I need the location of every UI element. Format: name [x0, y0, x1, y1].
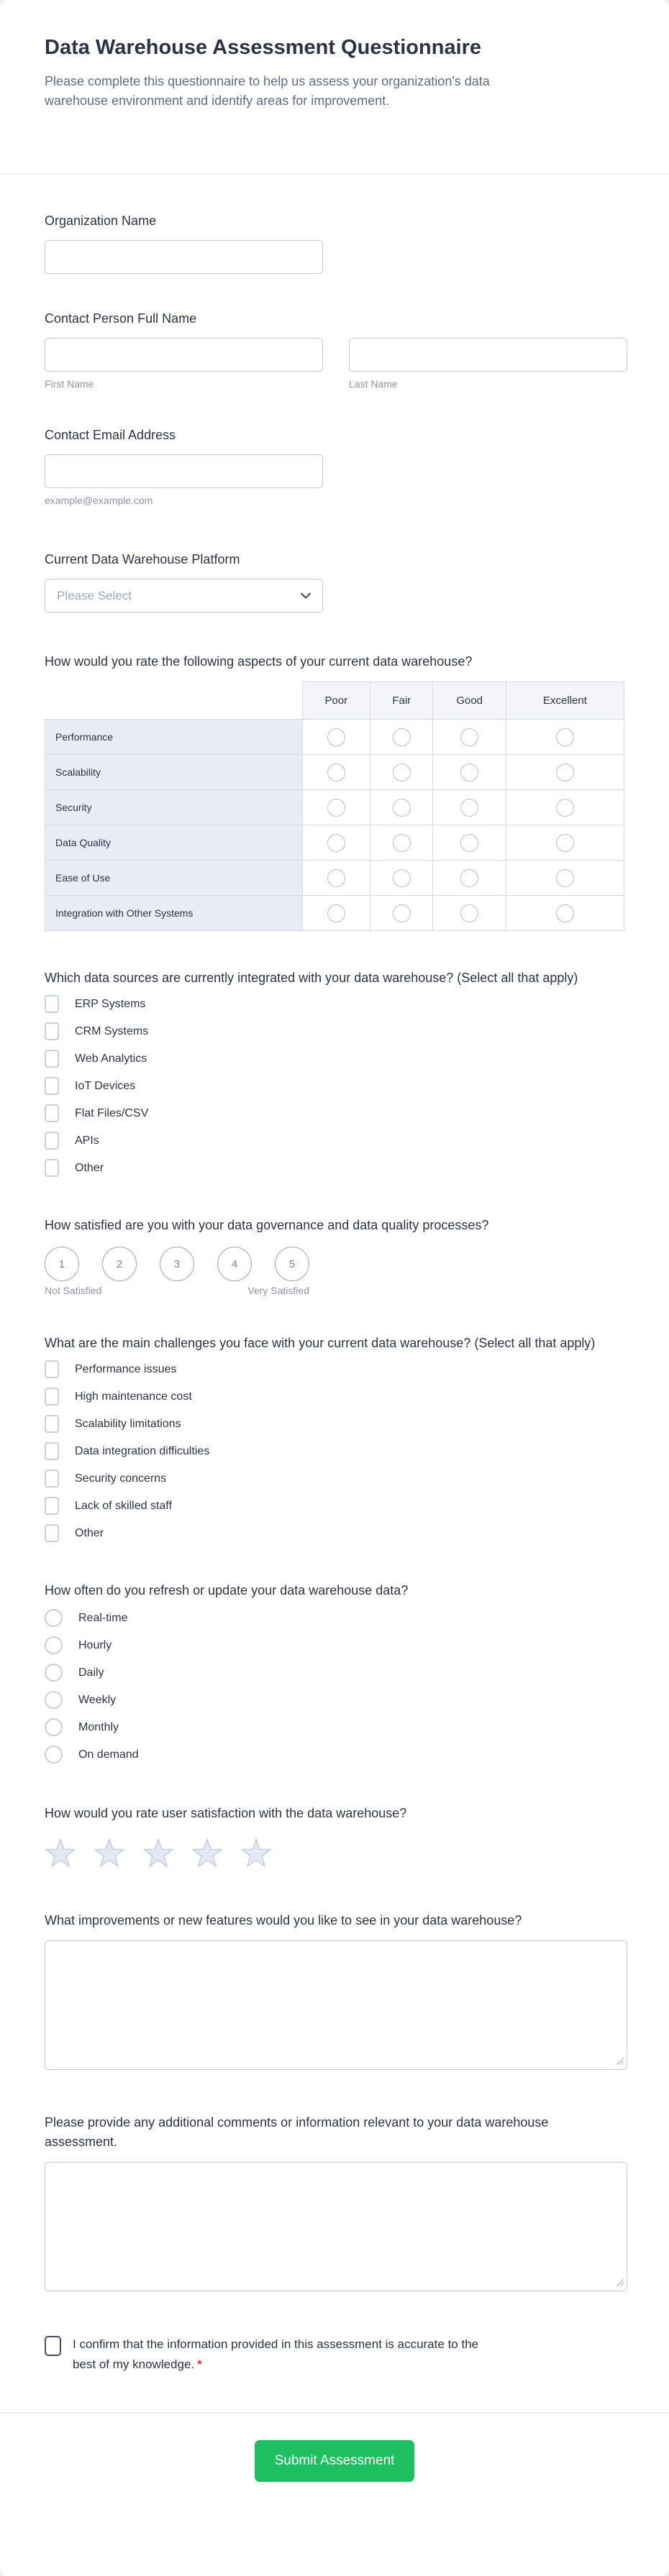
- required-asterisk: *: [197, 2357, 202, 2371]
- improvements-textarea[interactable]: [45, 1940, 627, 2070]
- last-name-input[interactable]: [349, 338, 627, 372]
- checkbox-label: Security concerns: [75, 1472, 167, 1485]
- refresh-question: How often do you refresh or update your data warehouse data?: [45, 1583, 409, 1598]
- scale-row: [45, 1247, 309, 1281]
- matrix-row: [45, 896, 624, 931]
- question-email: [45, 426, 624, 507]
- radio-label: Hourly: [78, 1638, 112, 1651]
- radio-icon[interactable]: [45, 1746, 63, 1764]
- checkbox-icon[interactable]: [45, 1022, 59, 1040]
- checkbox-label: Data integration difficulties: [75, 1444, 210, 1457]
- checkbox-icon[interactable]: [45, 1077, 59, 1095]
- scale-option-2[interactable]: 2: [102, 1247, 137, 1281]
- radio-label: Real-time: [78, 1611, 128, 1624]
- matrix-radio[interactable]: [393, 869, 411, 887]
- radio-label: Daily: [78, 1666, 104, 1679]
- checkbox-option[interactable]: [45, 995, 624, 1013]
- matrix-col-header: Excellent: [506, 682, 624, 720]
- governance-question: How satisfied are you with your data governance and data quality processes?: [45, 1218, 489, 1232]
- checkbox-option[interactable]: [45, 1470, 624, 1488]
- confirmation-option[interactable]: [45, 2334, 624, 2375]
- matrix-radio[interactable]: [556, 834, 574, 852]
- matrix-row-label: Security: [45, 790, 303, 825]
- checkbox-icon[interactable]: [45, 1497, 59, 1515]
- data-sources-question: Which data sources are currently integrated with your data warehouse? (Select all that apply): [45, 971, 578, 985]
- checkbox-icon[interactable]: [45, 1050, 59, 1068]
- radio-option[interactable]: [45, 1609, 624, 1627]
- platform-label: Current Data Warehouse Platform: [45, 552, 240, 567]
- question-organization-name: [45, 211, 624, 274]
- checkbox-label: CRM Systems: [75, 1025, 149, 1037]
- matrix-row: [45, 790, 624, 825]
- question-data-sources: [45, 968, 624, 1177]
- checkbox-icon[interactable]: [45, 1360, 59, 1378]
- checkbox-icon[interactable]: [45, 1388, 59, 1406]
- header-divider: [0, 173, 669, 174]
- email-label: Contact Email Address: [45, 428, 176, 442]
- checkbox-label: Scalability limitations: [75, 1417, 181, 1430]
- matrix-radio[interactable]: [460, 904, 478, 922]
- checkbox-icon[interactable]: [45, 1415, 59, 1433]
- checkbox-label: Performance issues: [75, 1362, 177, 1375]
- radio-option[interactable]: [45, 1746, 624, 1764]
- matrix-table: [45, 682, 624, 931]
- matrix-row: [45, 755, 624, 790]
- matrix-row: [45, 825, 624, 861]
- matrix-radio[interactable]: [327, 834, 345, 852]
- matrix-row: [45, 861, 624, 896]
- first-name-input[interactable]: [45, 338, 323, 372]
- checkbox-option[interactable]: [45, 1360, 624, 1378]
- matrix-radio[interactable]: [460, 728, 478, 746]
- radio-option[interactable]: [45, 1636, 624, 1654]
- checkbox-label: Lack of skilled staff: [75, 1499, 172, 1512]
- challenges-question: What are the main challenges you face with your current data warehouse? (Select all that apply): [45, 1336, 596, 1350]
- resize-handle-icon[interactable]: [616, 2278, 624, 2286]
- matrix-radio[interactable]: [460, 834, 478, 852]
- star-rating-row: [45, 1838, 624, 1868]
- checkbox-option[interactable]: [45, 1415, 624, 1433]
- checkbox-option[interactable]: [45, 1132, 624, 1150]
- radio-icon[interactable]: [45, 1718, 63, 1736]
- matrix-radio[interactable]: [556, 904, 574, 922]
- checkbox-option[interactable]: [45, 1497, 624, 1515]
- comments-question: Please provide any additional comments or information relevant to your data warehouse assessment.: [45, 2115, 549, 2149]
- last-name-sublabel: Last Name: [349, 378, 398, 390]
- first-name-sublabel: First Name: [45, 378, 94, 390]
- platform-select-value: Please Select: [57, 588, 132, 602]
- question-contact-name: [45, 309, 624, 390]
- question-refresh: [45, 1581, 624, 1764]
- question-improvements: [45, 1911, 624, 2070]
- scale-option-3[interactable]: 3: [160, 1247, 194, 1281]
- radio-label: Weekly: [78, 1693, 117, 1706]
- platform-select[interactable]: [45, 579, 323, 613]
- matrix-col-header: Fair: [370, 682, 433, 720]
- radio-icon[interactable]: [45, 1691, 63, 1709]
- matrix-radio[interactable]: [460, 869, 478, 887]
- matrix-row-label: Data Quality: [45, 825, 303, 861]
- star-icon[interactable]: [142, 1838, 174, 1868]
- email-sublabel: example@example.com: [45, 495, 153, 506]
- matrix-radio[interactable]: [327, 799, 345, 817]
- checkbox-option[interactable]: [45, 1022, 624, 1040]
- matrix-radio[interactable]: [556, 764, 574, 781]
- radio-option[interactable]: [45, 1691, 624, 1709]
- submit-button[interactable]: Submit Assessment: [255, 2440, 415, 2482]
- checkbox-label: Flat Files/CSV: [75, 1106, 149, 1119]
- scale-option-5[interactable]: 5: [275, 1247, 309, 1281]
- email-input[interactable]: [45, 454, 323, 488]
- checkbox-option[interactable]: [45, 1104, 624, 1122]
- matrix-radio[interactable]: [393, 728, 411, 746]
- star-icon[interactable]: [240, 1838, 272, 1868]
- resize-handle-icon[interactable]: [616, 2057, 624, 2065]
- checkbox-icon[interactable]: [45, 995, 59, 1013]
- matrix-radio[interactable]: [556, 869, 574, 887]
- scale-option-1[interactable]: 1: [45, 1247, 79, 1281]
- organization-name-label: Organization Name: [45, 214, 157, 228]
- question-platform: [45, 550, 624, 613]
- footer: [45, 2414, 624, 2482]
- matrix-radio[interactable]: [393, 764, 411, 781]
- checkbox-option[interactable]: [45, 1442, 624, 1460]
- checkbox-label: Other: [75, 1161, 104, 1174]
- checkbox-icon[interactable]: [45, 1132, 59, 1150]
- question-governance-scale: [45, 1216, 624, 1296]
- matrix-radio[interactable]: [327, 728, 345, 746]
- form-subtitle: Please complete this questionnaire to help us assess your organization's data warehouse environment and identify areas for improvement.: [45, 74, 490, 108]
- checkbox-icon[interactable]: [45, 1524, 59, 1542]
- matrix-row-label: Scalability: [45, 755, 303, 790]
- checkbox-icon[interactable]: [45, 1470, 59, 1488]
- question-comments: [45, 2113, 624, 2291]
- radio-icon[interactable]: [45, 1609, 63, 1627]
- matrix-row-label: Performance: [45, 720, 303, 755]
- checkbox-label: ERP Systems: [75, 997, 146, 1010]
- question-star-rating: [45, 1804, 624, 1868]
- checkbox-label: IoT Devices: [75, 1079, 136, 1092]
- checkbox-label: APIs: [75, 1134, 99, 1147]
- radio-icon[interactable]: [45, 1664, 63, 1682]
- checkbox-icon[interactable]: [45, 1104, 59, 1122]
- matrix-radio[interactable]: [327, 869, 345, 887]
- radio-label: Monthly: [78, 1720, 119, 1733]
- organization-name-input[interactable]: [45, 240, 323, 274]
- checkbox-label: Web Analytics: [75, 1052, 147, 1065]
- confirmation-label: I confirm that the information provided in this assessment is accurate to the best of my knowledge.: [73, 2337, 479, 2371]
- matrix-radio[interactable]: [556, 799, 574, 817]
- star-icon[interactable]: [94, 1838, 125, 1868]
- improvements-question: What improvements or new features would you like to see in your data warehouse?: [45, 1913, 522, 1928]
- matrix-radio[interactable]: [460, 764, 478, 781]
- checkbox-label: Other: [75, 1526, 104, 1539]
- matrix-row-label: Integration with Other Systems: [45, 896, 303, 931]
- matrix-col-header: Poor: [302, 682, 370, 720]
- matrix-radio[interactable]: [327, 764, 345, 781]
- checkbox-option[interactable]: [45, 1050, 624, 1068]
- checkbox-option[interactable]: [45, 1077, 624, 1095]
- checkbox-icon[interactable]: [45, 1442, 59, 1460]
- radio-option[interactable]: [45, 1664, 624, 1682]
- star-icon[interactable]: [45, 1838, 76, 1868]
- radio-label: On demand: [78, 1748, 139, 1761]
- star-rating-question: How would you rate user satisfaction with the data warehouse?: [45, 1806, 407, 1820]
- matrix-row-label: Ease of Use: [45, 861, 303, 896]
- checkbox-option[interactable]: [45, 1159, 624, 1177]
- checkbox-option[interactable]: [45, 1388, 624, 1406]
- matrix-radio[interactable]: [393, 834, 411, 852]
- matrix-radio[interactable]: [393, 799, 411, 817]
- checkbox-label: High maintenance cost: [75, 1390, 192, 1403]
- scale-option-4[interactable]: 4: [217, 1247, 252, 1281]
- matrix-corner-cell: [45, 682, 303, 720]
- page-title: Data Warehouse Assessment Questionnaire: [45, 36, 482, 59]
- matrix-radio[interactable]: [327, 904, 345, 922]
- checkbox-icon[interactable]: [45, 1159, 59, 1177]
- confirmation-checkbox-icon[interactable]: [45, 2336, 61, 2356]
- question-challenges: [45, 1334, 624, 1542]
- matrix-radio[interactable]: [556, 728, 574, 746]
- checkbox-option[interactable]: [45, 1524, 624, 1542]
- comments-textarea[interactable]: [45, 2162, 627, 2291]
- matrix-row: [45, 720, 624, 755]
- chevron-down-icon: [301, 592, 311, 599]
- matrix-radio[interactable]: [393, 904, 411, 922]
- radio-option[interactable]: [45, 1718, 624, 1736]
- star-icon[interactable]: [191, 1838, 223, 1868]
- matrix-question: How would you rate the following aspects of your current data warehouse?: [45, 654, 473, 669]
- matrix-radio[interactable]: [460, 799, 478, 817]
- question-matrix: [45, 652, 624, 931]
- radio-icon[interactable]: [45, 1636, 63, 1654]
- scale-left-label: Not Satisfied: [45, 1285, 102, 1296]
- contact-name-label: Contact Person Full Name: [45, 311, 197, 326]
- scale-right-label: Very Satisfied: [247, 1285, 309, 1296]
- matrix-col-header: Good: [433, 682, 506, 720]
